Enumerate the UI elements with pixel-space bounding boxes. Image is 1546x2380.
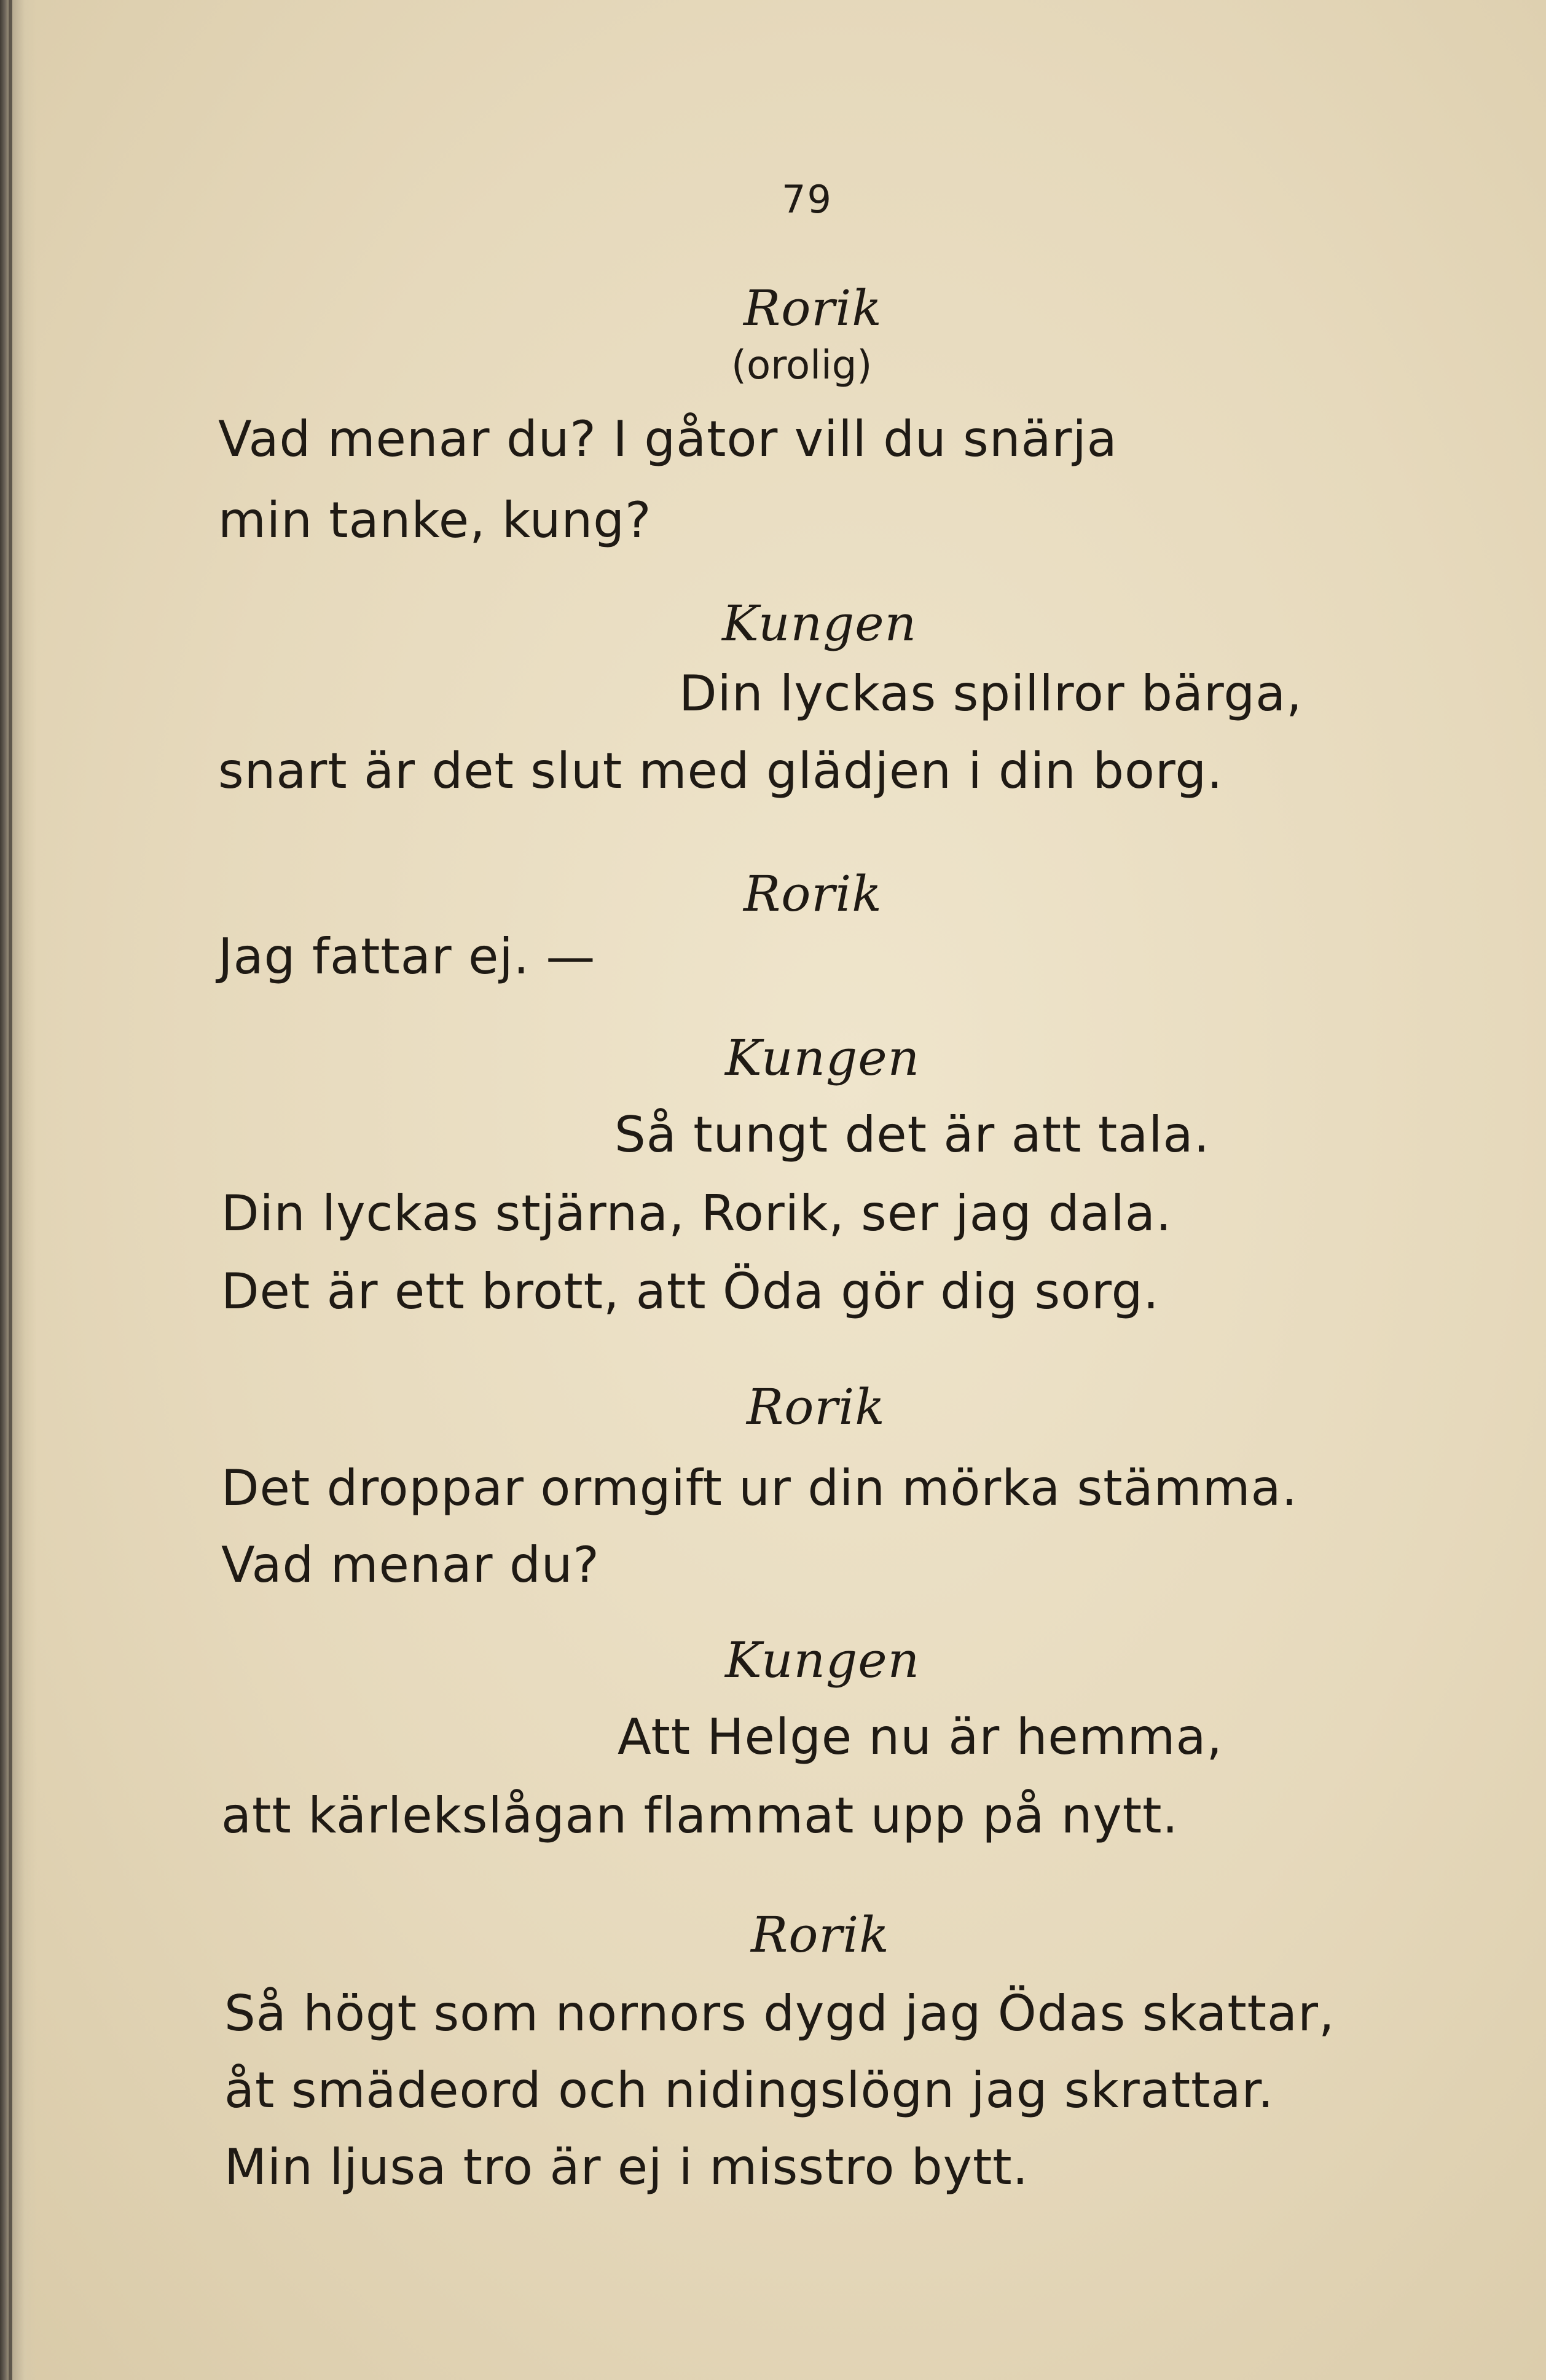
verse-line: snart är det slut med glädjen i din borg.	[218, 742, 1223, 799]
book-spine-edge	[9, 0, 12, 2380]
verse-line: att kärlekslågan flammat upp på nytt.	[221, 1787, 1179, 1844]
speaker-kungen: Kungen	[722, 595, 917, 652]
speaker-rorik: Rorik	[751, 1906, 890, 1963]
speaker-kungen: Kungen	[725, 1632, 920, 1689]
verse-line: Det droppar ormgift ur din mörka stämma.	[221, 1459, 1298, 1517]
stage-direction: (orolig)	[731, 343, 873, 388]
verse-line: Min ljusa tro är ej i misstro bytt.	[224, 2138, 1029, 2196]
verse-line: Din lyckas stjärna, Rorik, ser jag dala.	[221, 1185, 1172, 1242]
verse-line: Så tungt det är att tala.	[614, 1106, 1210, 1163]
verse-line: Vad menar du? I gåtor vill du snärja	[218, 410, 1118, 468]
verse-line: Det är ett brott, att Öda gör dig sorg.	[221, 1263, 1160, 1320]
speaker-rorik: Rorik	[747, 1378, 885, 1435]
verse-line: åt smädeord och nidingslögn jag skrattar.	[224, 2062, 1274, 2119]
book-spine-shadow	[0, 0, 37, 2380]
speaker-kungen: Kungen	[725, 1029, 920, 1086]
speaker-rorik: Rorik	[744, 280, 882, 337]
verse-line: min tanke, kung?	[218, 492, 652, 549]
speaker-rorik: Rorik	[744, 865, 882, 922]
verse-line: Så högt som nornors dygd jag Ödas skattar,	[224, 1985, 1335, 2042]
page-number: 79	[782, 177, 833, 222]
verse-line: Att Helge nu är hemma,	[618, 1708, 1223, 1765]
verse-line: Jag fattar ej. —	[218, 928, 596, 985]
verse-line: Vad menar du?	[221, 1536, 600, 1593]
verse-line: Din lyckas spillror bärga,	[679, 665, 1303, 722]
